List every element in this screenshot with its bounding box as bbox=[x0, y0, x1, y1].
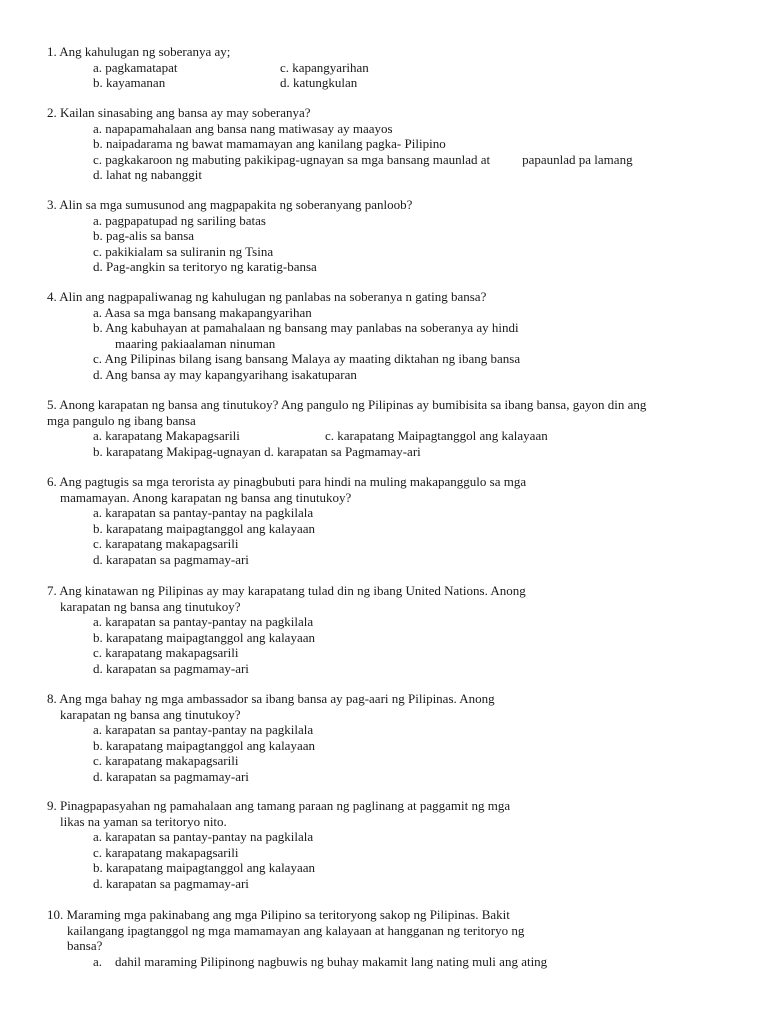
question-10-stem-cont-2: bansa? bbox=[67, 938, 103, 954]
question-1-stem: 1. Ang kahulugan ng soberanya ay; bbox=[47, 44, 231, 59]
question-7-option-b: b. karapatang maipagtanggol ang kalayaan bbox=[93, 629, 315, 645]
question-6 bbox=[47, 474, 737, 568]
question-6-option-c: c. karapatang makapagsarili bbox=[93, 536, 239, 552]
question-4-option-d: d. Ang bansa ay may kapangyarihang isakatuparan bbox=[93, 366, 357, 382]
question-5-option-c: c. karapatang Maipagtanggol ang kalayaan bbox=[325, 428, 548, 444]
question-8-stem-cont: karapatan ng bansa ang tinutukoy? bbox=[60, 706, 241, 722]
question-8 bbox=[47, 691, 737, 785]
question-10-option-a-text: dahil maraming Pilipinong nagbuwis ng buhay makamit lang nating muli ang ating bbox=[115, 953, 548, 969]
question-1-option-b: b. kayamanan bbox=[93, 75, 166, 91]
question-2-option-c bbox=[47, 152, 737, 168]
question-2-option-c-cont: papaunlad pa lamang bbox=[522, 151, 633, 167]
question-2-option-c-text: c. pagkakaroon ng mabuting pakikipag-ugnayan sa mga bansang maunlad at bbox=[93, 151, 491, 167]
question-10-stem: 10. Maraming mga pakinabang ang mga Pilipino sa teritoryong sakop ng Pilipinas. Bakit bbox=[47, 907, 510, 922]
question-7 bbox=[47, 583, 737, 677]
question-5-option-bd: b. karapatang Makipag-ugnayan d. karapatan sa Pagmamay-ari bbox=[93, 443, 421, 459]
question-8-option-c: c. karapatang makapagsarili bbox=[93, 753, 239, 769]
question-9-option-b: b. karapatang maipagtanggol ang kalayaan bbox=[93, 860, 315, 876]
question-6-stem: 6. Ang pagtugis sa mga terorista ay pinagbubuti para hindi na muling makapanggulo sa mga bbox=[47, 474, 527, 489]
question-1-option-c: c. kapangyarihan bbox=[280, 59, 369, 75]
question-10-option-a-label: a. bbox=[93, 953, 103, 969]
question-2-stem: 2. Kailan sinasabing ang bansa ay may soberanya? bbox=[47, 105, 311, 120]
question-2-option-d: d. lahat ng nabanggit bbox=[93, 167, 203, 183]
question-9-option-c: c. karapatang makapagsarili bbox=[93, 844, 239, 860]
question-9 bbox=[47, 798, 737, 892]
question-3-option-c: c. pakikialam sa suliranin ng Tsina bbox=[93, 243, 274, 259]
question-4-stem: 4. Alin ang nagpapaliwanag ng kahulugan ng panlabas na soberanya n gating bansa? bbox=[47, 289, 487, 304]
question-5-stem-cont bbox=[47, 413, 737, 429]
question-8-option-a: a. karapatan sa pantay-pantay na pagkilala bbox=[93, 722, 314, 738]
question-1-row-ac bbox=[47, 60, 737, 76]
question-10 bbox=[47, 907, 737, 969]
question-9-stem-cont: likas na yaman sa teritoryo nito. bbox=[60, 813, 227, 829]
question-7-option-c: c. karapatang makapagsarili bbox=[93, 645, 239, 661]
question-5-option-a: a. karapatang Makapagsarili bbox=[93, 428, 240, 444]
question-9-option-a: a. karapatan sa pantay-pantay na pagkilala bbox=[93, 829, 314, 845]
question-3-option-b: b. pag-alis sa bansa bbox=[93, 228, 195, 244]
question-3-option-d: d. Pag-angkin sa teritoryo ng karatig-bansa bbox=[93, 259, 317, 275]
question-7-option-a: a. karapatan sa pantay-pantay na pagkilala bbox=[93, 614, 314, 630]
question-8-option-d: d. karapatan sa pagmamay-ari bbox=[93, 768, 249, 784]
question-7-option-d: d. karapatan sa pagmamay-ari bbox=[93, 660, 249, 676]
question-9-option-d: d. karapatan sa pagmamay-ari bbox=[93, 875, 249, 891]
question-8-stem: 8. Ang mga bahay ng mga ambassador sa ibang bansa ay pag-aari ng Pilipinas. Anong bbox=[47, 691, 495, 706]
question-4 bbox=[47, 289, 737, 383]
question-1 bbox=[47, 44, 737, 91]
question-4-option-a: a. Aasa sa mga bansang makapangyarihan bbox=[93, 304, 312, 320]
question-1-row-bd bbox=[47, 75, 737, 91]
question-2-option-b: b. naipadarama ng bawat mamamayan ang kanilang pagka- Pilipino bbox=[93, 136, 446, 152]
question-4-option-c: c. Ang Pilipinas bilang isang bansang Malaya ay maating diktahan ng ibang bansa bbox=[93, 351, 521, 367]
question-10-stem-cont-1: kailangang ipagtanggol ng mga mamamayan ang kalayaan at hangganan ng teritoryo ng bbox=[67, 922, 525, 938]
question-5-stem: 5. Anong karapatan ng bansa ang tinutukoy? Ang pangulo ng Pilipinas ay bumibisita sa ibang bansa, gayon din ang bbox=[47, 397, 647, 412]
question-6-option-b: b. karapatang maipagtanggol ang kalayaan bbox=[93, 520, 315, 536]
question-5-row-ac bbox=[47, 428, 737, 444]
question-10-option-a bbox=[47, 954, 737, 970]
question-3-stem: 3. Alin sa mga sumusunod ang magpapakita ng soberanyang panloob? bbox=[47, 197, 413, 212]
question-2 bbox=[47, 105, 737, 183]
question-8-option-b: b. karapatang maipagtanggol ang kalayaan bbox=[93, 737, 315, 753]
question-1-option-a: a. pagkamatapat bbox=[93, 59, 178, 75]
question-3 bbox=[47, 197, 737, 275]
question-3-option-a: a. pagpapatupad ng sariling batas bbox=[93, 212, 266, 228]
question-9-stem: 9. Pinagpapasyahan ng pamahalaan ang tamang paraan ng paglinang at paggamit ng mga bbox=[47, 798, 511, 813]
question-7-stem-cont: karapatan ng bansa ang tinutukoy? bbox=[60, 598, 241, 614]
question-6-stem-cont: mamamayan. Anong karapatan ng bansa ang tinutukoy? bbox=[60, 489, 352, 505]
question-6-option-d: d. karapatan sa pagmamay-ari bbox=[93, 551, 249, 567]
question-1-option-d: d. katungkulan bbox=[280, 75, 358, 91]
question-4-option-b: b. Ang kabuhayan at pamahalaan ng bansang may panlabas na soberanya ay hindi bbox=[93, 320, 519, 336]
question-7-stem: 7. Ang kinatawan ng Pilipinas ay may karapatang tulad din ng ibang United Nations. Anong bbox=[47, 583, 526, 598]
question-6-option-a: a. karapatan sa pantay-pantay na pagkilala bbox=[93, 505, 314, 521]
question-2-option-a: a. napapamahalaan ang bansa nang matiwasay ay maayos bbox=[93, 120, 393, 136]
question-5 bbox=[47, 397, 737, 459]
question-5-stem-cont-text: mga pangulo ng ibang bansa bbox=[47, 412, 196, 428]
question-4-option-b-cont: maaring pakiaalaman ninuman bbox=[115, 335, 276, 351]
